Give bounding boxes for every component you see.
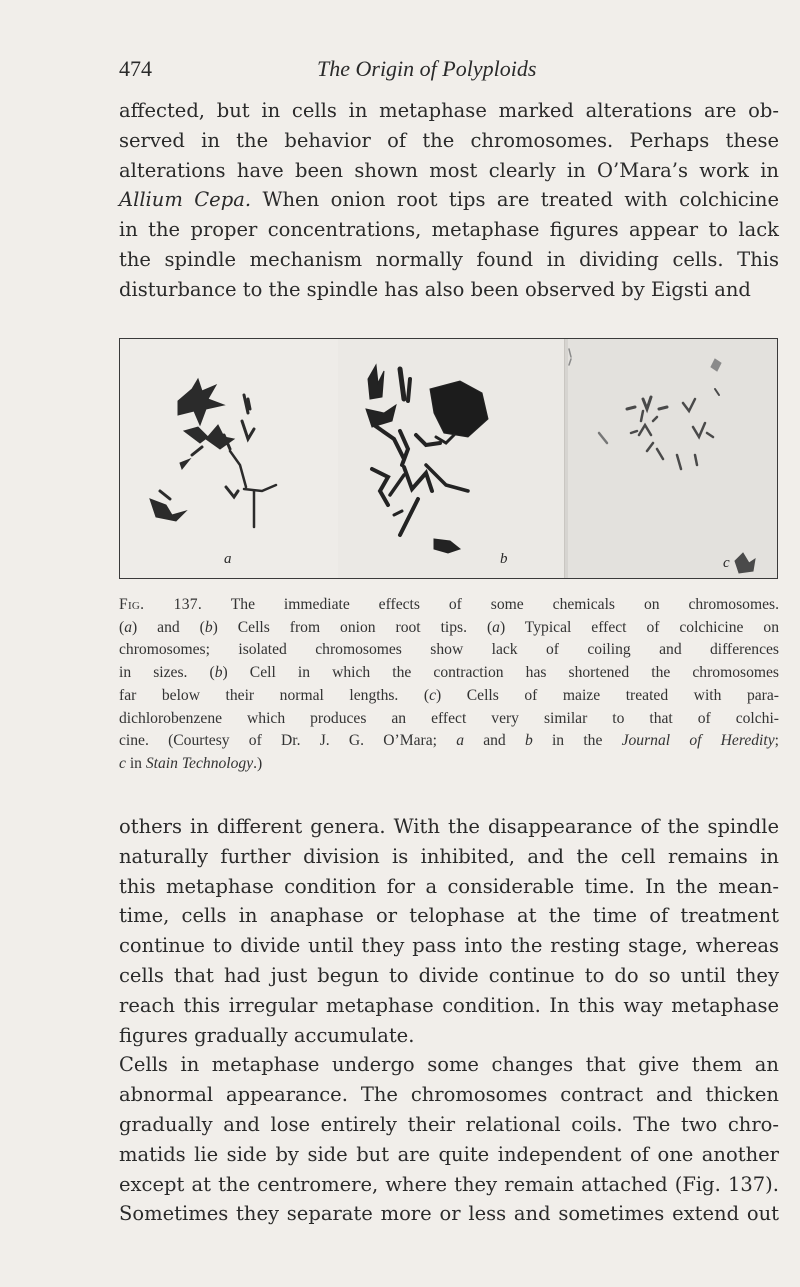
caption-line: chromosomes; isolated chromosomes show lack of coiling and differences bbox=[119, 641, 779, 659]
text-line: alterations have been shown most clearly in O’Mara’s work in bbox=[119, 158, 779, 182]
caption-text: ) Cells of maize treated with para- bbox=[436, 686, 779, 704]
figure-label: Fig. 137. bbox=[119, 596, 203, 613]
caption-text: .) bbox=[253, 754, 263, 772]
caption-text: and bbox=[464, 732, 525, 750]
panel-label-a: a bbox=[224, 551, 232, 567]
caption-line bbox=[119, 617, 779, 640]
text-line: except at the centromere, where they remain attached (Fig. 137). bbox=[119, 1172, 779, 1196]
text-line: affected, but in cells in metaphase marked alterations are ob- bbox=[119, 99, 779, 122]
text-line: in the proper concentrations, metaphase figures appear to lack bbox=[119, 218, 779, 242]
caption-italic: c bbox=[429, 686, 437, 704]
panel-label-b: b bbox=[500, 551, 508, 567]
figure-137 bbox=[119, 338, 778, 579]
figure-caption bbox=[119, 594, 779, 776]
text-line: Sometimes they separate more or less and sometimes extend out bbox=[119, 1202, 779, 1226]
panel-label-c: c bbox=[723, 555, 730, 571]
text-line: Cells in metaphase undergo some changes that give them an bbox=[119, 1053, 779, 1077]
caption-text: in the bbox=[532, 732, 622, 750]
caption-italic: a bbox=[124, 618, 132, 636]
caption-line bbox=[119, 753, 779, 776]
caption-text: The immediate effects of some chemicals on chromosomes. bbox=[202, 596, 779, 613]
text-line: time, cells in anaphase or telophase at the time of treatment bbox=[119, 904, 779, 928]
species-name: Allium Cepa. bbox=[119, 188, 252, 212]
text-line: others in different genera. With the disappearance of the spindle bbox=[119, 815, 779, 838]
caption-text: in sizes. ( bbox=[119, 664, 215, 682]
running-title: The Origin of Polyploids bbox=[317, 56, 537, 81]
caption-italic: b bbox=[214, 664, 223, 682]
caption-text: ) Cells from onion root tips. ( bbox=[212, 618, 493, 636]
figure-panel-a bbox=[120, 339, 338, 578]
page-number: 474 bbox=[119, 56, 152, 81]
text-line-with-species bbox=[119, 185, 779, 215]
text-line: abnormal appearance. The chromosomes contract and thicken bbox=[119, 1083, 779, 1107]
text-line: cells that had just begun to divide continue to do so until they bbox=[119, 963, 779, 987]
caption-text: ; bbox=[774, 732, 779, 750]
caption-line bbox=[119, 594, 779, 617]
caption-line: dichlorobenzene which produces an effect very similar to that of colchi- bbox=[119, 709, 779, 727]
caption-text: ( bbox=[119, 618, 125, 636]
bottom-paragraphs bbox=[119, 812, 779, 1229]
chromosome-micrograph-b bbox=[338, 339, 564, 578]
text-line: matids lie side by side but are quite independent of one another bbox=[119, 1142, 779, 1166]
chromosome-micrograph-a bbox=[120, 339, 338, 578]
text-line: gradually and lose entirely their relational coils. The two chro- bbox=[119, 1112, 779, 1136]
text-line: figures gradually accumulate. bbox=[119, 1023, 415, 1047]
caption-text: ) Typical effect of colchicine on bbox=[499, 618, 779, 636]
caption-line bbox=[119, 685, 779, 708]
journal-title: Stain Technology bbox=[145, 754, 254, 772]
caption-line bbox=[119, 662, 779, 685]
text-line: naturally further division is inhibited, and the cell remains in bbox=[119, 844, 779, 868]
caption-italic: b bbox=[524, 732, 533, 750]
caption-text: ) and ( bbox=[132, 618, 205, 636]
caption-italic: a bbox=[456, 732, 464, 750]
text-line: reach this irregular metaphase condition. In this way metaphase bbox=[119, 993, 779, 1017]
chromosome-micrograph-c bbox=[565, 339, 778, 578]
figure-panel-c bbox=[564, 339, 778, 578]
caption-text: far below their normal lengths. ( bbox=[119, 686, 430, 704]
top-paragraph bbox=[119, 96, 779, 305]
caption-text: in bbox=[125, 754, 146, 772]
text-line: the spindle mechanism normally found in dividing cells. This bbox=[119, 247, 779, 271]
text-fragment: When onion root tips are treated with colchicine bbox=[251, 188, 779, 212]
caption-italic: b bbox=[204, 618, 213, 636]
text-line: this metaphase condition for a considerable time. In the mean- bbox=[119, 874, 779, 898]
text-line: continue to divide until they pass into the resting stage, whereas bbox=[119, 934, 779, 958]
caption-text: cine. (Courtesy of Dr. J. G. O’Mara; bbox=[119, 732, 457, 750]
journal-title: Journal of Heredity bbox=[621, 732, 775, 750]
caption-line bbox=[119, 730, 779, 753]
figure-panel-b bbox=[338, 339, 564, 578]
caption-text: ) Cell in which the contraction has shortened the chromosomes bbox=[222, 664, 779, 682]
caption-italic: c bbox=[119, 754, 126, 772]
text-line: served in the behavior of the chromosomes. Perhaps these bbox=[119, 128, 779, 152]
caption-italic: a bbox=[492, 618, 500, 636]
text-line: disturbance to the spindle has also been observed by Eigsti and bbox=[119, 277, 751, 301]
running-header bbox=[119, 56, 779, 86]
